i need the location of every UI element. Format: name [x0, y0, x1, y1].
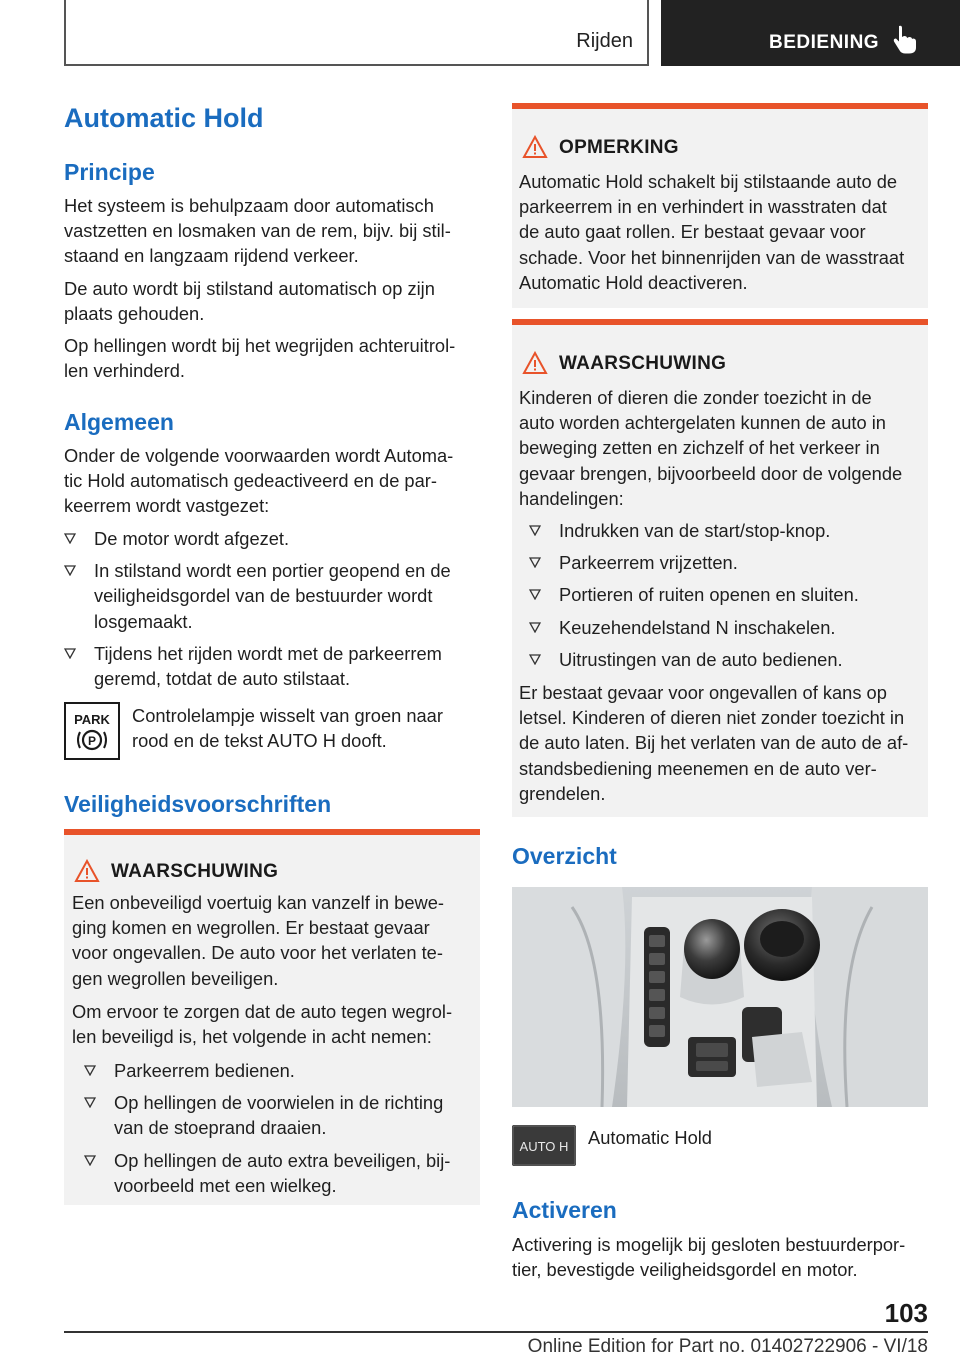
warning-outro: [519, 680, 924, 806]
algemeen-intro: [64, 443, 484, 519]
note-box-opmerking: [512, 103, 928, 308]
triangle-bullet-icon: [84, 1155, 96, 1166]
warning-list: [529, 518, 924, 679]
text-line: Onder de volgende voorwaarden wordt Automa-: [64, 445, 454, 466]
heading-overzicht: Overzicht: [512, 843, 617, 869]
text-line: grendelen.: [519, 782, 606, 804]
heading-principe: Principe: [64, 159, 155, 185]
warning-triangle-icon: [522, 351, 548, 375]
footer-divider: [64, 1331, 928, 1333]
list-item: [529, 518, 924, 543]
triangle-bullet-icon: [64, 565, 76, 576]
text-line: standsbediening meenemen en de auto ver-: [519, 757, 877, 779]
heading-algemeen: Algemeen: [64, 409, 174, 435]
principe-paragraph-2: [64, 276, 484, 326]
triangle-bullet-icon: [529, 589, 541, 600]
warning-triangle-icon: [74, 859, 100, 883]
header-section-box: [64, 0, 649, 66]
triangle-bullet-icon: [529, 557, 541, 568]
auto-h-button-icon: [512, 1125, 576, 1166]
park-indicator-icon: [64, 702, 120, 760]
triangle-bullet-icon: [529, 622, 541, 633]
auto-h-caption: Automatic Hold: [588, 1127, 712, 1148]
list-item: [84, 1058, 474, 1083]
text-line: staand en langzaam rijdend verkeer.: [64, 245, 359, 267]
warning-list: [84, 1058, 474, 1205]
list-item: [84, 1148, 474, 1198]
svg-text:P: P: [87, 734, 97, 748]
park-icon-label: PARK: [74, 712, 110, 727]
text-line: Parkeerrem vrijzetten.: [559, 552, 738, 574]
warning-label: WAARSCHUWING: [111, 861, 279, 882]
warning-paragraph-1: [72, 890, 477, 991]
text-line: Indrukken van de start/stop-knop.: [559, 520, 831, 541]
text-line: Kinderen of dieren die zonder toezicht in de: [519, 387, 872, 408]
list-item: [64, 526, 484, 551]
list-item: [84, 1090, 474, 1140]
text-line: vastzetten en losmaken van de rem, bijv. bij stil-: [64, 220, 451, 242]
header-chapter-tab: [661, 0, 960, 66]
principe-paragraph-1: [64, 193, 484, 269]
auto-h-label: AUTO H: [519, 1139, 569, 1154]
list-item: [529, 550, 924, 575]
text-line: len beveiligd is, het volgende in acht nemen:: [72, 1026, 432, 1048]
note-text: [519, 169, 924, 295]
text-line: tic Hold automatisch gedeactiveerd en de par-: [64, 470, 437, 492]
indicator-description: [132, 703, 484, 753]
text-line: Op hellingen de auto extra beveiligen, bij-: [114, 1149, 451, 1171]
text-line: ging komen en wegrollen. Er bestaat gevaar: [72, 917, 430, 939]
text-line: beweging zetten en zichzelf of het verkeer in: [519, 437, 880, 459]
text-line: Om ervoor te zorgen dat de auto tegen wegrol-: [72, 1001, 453, 1022]
principe-paragraph-3: [64, 333, 484, 383]
activeren-text: [512, 1232, 932, 1282]
triangle-bullet-icon: [84, 1065, 96, 1076]
warning-intro: [519, 385, 924, 511]
triangle-bullet-icon: [64, 648, 76, 659]
text-line: Keuzehendelstand N inschakelen.: [559, 616, 836, 638]
text-line: Portieren of ruiten openen en sluiten.: [559, 584, 859, 606]
text-line: Activering is mogelijk bij gesloten bestuurderpor-: [512, 1234, 906, 1255]
text-line: de auto gaat rollen. Er bestaat gevaar voor: [519, 221, 866, 243]
text-line: Er bestaat gevaar voor ongevallen of kans op: [519, 682, 887, 703]
warning-label: WAARSCHUWING: [559, 353, 727, 374]
warning-box-safety: [64, 829, 480, 1205]
text-line: De auto wordt bij stilstand automatisch op zijn: [64, 278, 435, 299]
text-line: geremd, totdat de auto stilstaat.: [94, 668, 351, 690]
warning-box-children: [512, 319, 928, 817]
text-line: handelingen:: [519, 487, 624, 509]
text-line: keerrem wordt vastgezet:: [64, 495, 270, 517]
text-line: voorbeeld met een wielkeg.: [114, 1174, 337, 1196]
pointing-hand-icon: [891, 24, 917, 54]
footer-edition: Online Edition for Part no. 01402722906 - VI/18: [527, 1336, 928, 1357]
text-line: auto worden achtergelaten kunnen de auto in: [519, 412, 886, 434]
triangle-bullet-icon: [529, 525, 541, 536]
text-line: tier, bevestigde veiligheidsgordel en motor.: [512, 1259, 858, 1281]
text-line: gen wegrollen beveiligen.: [72, 967, 279, 989]
text-line: In stilstand wordt een portier geopend en de: [94, 560, 451, 582]
triangle-bullet-icon: [529, 654, 541, 665]
warning-paragraph-2: [72, 999, 477, 1049]
text-line: rood en de tekst AUTO H dooft.: [132, 730, 387, 752]
text-line: Het systeem is behulpzaam door automatisch: [64, 195, 434, 216]
text-line: Een onbeveiligd voertuig kan vanzelf in bewe-: [72, 892, 444, 913]
list-item: [64, 558, 484, 634]
text-line: Automatic Hold deactiveren.: [519, 271, 748, 293]
list-item: [64, 641, 484, 691]
triangle-bullet-icon: [84, 1097, 96, 1108]
page-title: Automatic Hold: [64, 103, 264, 133]
text-line: schade. Voor het binnenrijden van de wasstraat: [519, 246, 905, 268]
list-item: [529, 647, 924, 672]
warning-triangle-icon: [522, 135, 548, 159]
text-line: Uitrustingen van de auto bedienen.: [559, 648, 843, 670]
text-line: losgemaakt.: [94, 610, 193, 632]
text-line: van de stoeprand draaien.: [114, 1117, 327, 1139]
text-line: Tijdens het rijden wordt met de parkeerrem: [94, 642, 442, 664]
text-line: len verhinderd.: [64, 360, 185, 382]
text-line: Op hellingen wordt bij het wegrijden achteruitrol-: [64, 335, 456, 356]
text-line: De motor wordt afgezet.: [94, 528, 290, 549]
heading-activeren: Activeren: [512, 1197, 617, 1223]
list-item: [529, 615, 924, 640]
algemeen-list: [64, 526, 484, 698]
text-line: Parkeerrem bedienen.: [114, 1060, 295, 1081]
text-line: veiligheidsgordel van de bestuurder wordt: [94, 585, 433, 607]
text-line: Controlelampje wisselt van groen naar: [132, 705, 443, 726]
heading-veiligheidsvoorschriften: Veiligheidsvoorschriften: [64, 791, 332, 817]
text-line: letsel. Kinderen of dieren niet zonder toezicht in: [519, 707, 905, 729]
list-item: [529, 582, 924, 607]
text-line: de auto laten. Bij het verlaten van de auto de af-: [519, 732, 909, 754]
text-line: plaats gehouden.: [64, 303, 205, 325]
text-line: Automatic Hold schakelt bij stilstaande auto de: [519, 171, 898, 192]
text-line: parkeerrem in en verhindert in wasstraten dat: [519, 196, 887, 218]
triangle-bullet-icon: [64, 533, 76, 544]
header-section-label: Rijden: [576, 30, 633, 52]
center-console-photo: [512, 887, 928, 1107]
text-line: voor ongevallen. De auto voor het verlaten te-: [72, 942, 443, 964]
text-line: gevaar brengen, bijvoorbeeld door de volgende: [519, 462, 903, 484]
note-label: OPMERKING: [559, 137, 679, 158]
text-line: Op hellingen de voorwielen in de richting: [114, 1092, 444, 1114]
page-number: 103: [884, 1298, 928, 1328]
header-chapter-label: BEDIENING: [769, 32, 880, 53]
